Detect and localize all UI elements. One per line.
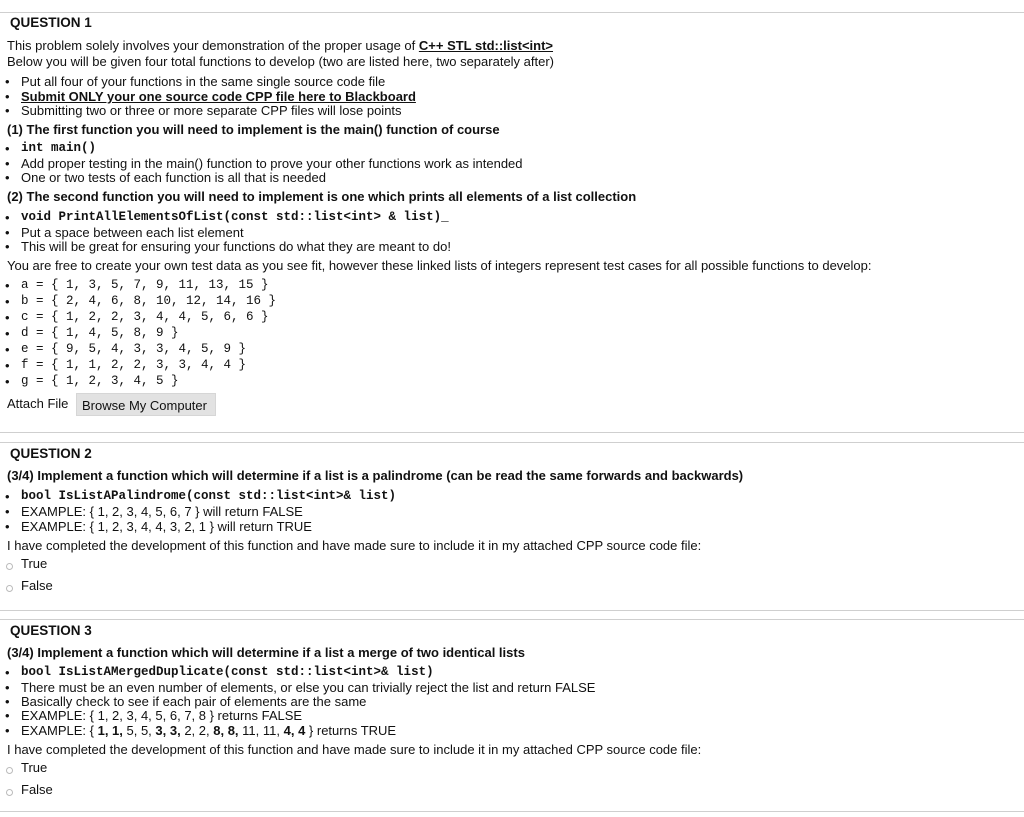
bullet-icon: •	[5, 225, 10, 240]
bullet-icon: •	[5, 665, 10, 680]
q3-title: (3/4) Implement a function which will determine if a list a merge of two identical lists	[7, 645, 525, 660]
bullet-icon: •	[5, 504, 10, 519]
q2-true-label[interactable]: True	[21, 556, 48, 571]
bullet-icon: •	[5, 210, 10, 225]
q3-false-radio[interactable]	[6, 789, 13, 796]
bullet-icon: •	[5, 694, 10, 709]
q2-signature: bool IsListAPalindrome(const std::list<int>& list)	[21, 489, 397, 503]
question-3-top-border	[0, 619, 1024, 620]
bullet-icon: •	[5, 103, 10, 118]
bullet-icon: •	[5, 374, 10, 389]
q2-title: (3/4) Implement a function which will determine if a list is a palindrome (can be read the same forwards and backwards)	[7, 468, 744, 483]
bullet-icon: •	[5, 89, 10, 104]
bullet-icon: •	[5, 310, 10, 325]
question-separator	[0, 610, 1024, 611]
bullet-icon: •	[5, 294, 10, 309]
bullet-icon: •	[5, 708, 10, 723]
func2-title: (2) The second function you will need to implement is one which prints all elements of a list collection	[7, 189, 637, 204]
func1-signature: int main()	[21, 141, 97, 155]
q2-false-radio[interactable]	[6, 585, 13, 592]
bullet-icon: •	[5, 723, 10, 738]
q1-intro-text: This problem solely involves your demonstration of the proper usage of	[7, 38, 419, 53]
question-2-header: QUESTION 2	[10, 446, 92, 461]
func1-title: (1) The first function you will need to implement is the main() function of course	[7, 122, 500, 137]
bullet-icon: •	[5, 489, 10, 504]
question-1-header: QUESTION 1	[10, 15, 92, 30]
bullet-icon: •	[5, 170, 10, 185]
q2-false-label[interactable]: False	[21, 578, 53, 593]
question-3-header: QUESTION 3	[10, 623, 92, 638]
q3-prompt: I have completed the development of this function and have made sure to include it in my attached CPP source code file:	[7, 742, 702, 757]
q3-false-label[interactable]: False	[21, 782, 53, 797]
test-data-intro: You are free to create your own test data as you see fit, however these linked lists of integers represent test cases for all possible functions to develop:	[7, 258, 872, 273]
question-2-top-border	[0, 442, 1024, 443]
q3-true-radio[interactable]	[6, 767, 13, 774]
bullet-icon: •	[5, 156, 10, 171]
q2-true-radio[interactable]	[6, 563, 13, 570]
q1-intro-line-2: Below you will be given four total functions to develop (two are listed here, two separately after)	[7, 54, 555, 69]
question-1-top-border	[0, 12, 1024, 13]
bullet-icon: •	[5, 358, 10, 373]
bullet-icon: •	[5, 74, 10, 89]
bullet-icon: •	[5, 326, 10, 341]
q3-signature: bool IsListAMergedDuplicate(const std::list<int>& list)	[21, 665, 434, 679]
bullet-icon: •	[5, 278, 10, 293]
question-separator	[0, 432, 1024, 433]
attach-file-label: Attach File	[7, 396, 69, 411]
question-3-bottom-border	[0, 811, 1024, 812]
q3-example-true: EXAMPLE: { 1, 1, 5, 5, 3, 3, 2, 2, 8, 8, 11, 11, 4, 4 } returns TRUE	[21, 723, 397, 738]
bullet-icon: •	[5, 342, 10, 357]
func2-signature: void PrintAllElementsOfList(const std::list<int> & list)_	[21, 210, 449, 224]
bullet-icon: •	[5, 519, 10, 534]
cpp-stl-list-link[interactable]: C++ STL std::list<int>	[418, 38, 554, 53]
bullet-icon: •	[5, 239, 10, 254]
q3-true-label[interactable]: True	[21, 760, 48, 775]
browse-my-computer-button[interactable]: Browse My Computer	[76, 393, 216, 416]
bullet-icon: •	[5, 141, 10, 156]
q1-intro-line-1	[7, 38, 553, 53]
q2-prompt: I have completed the development of this function and have made sure to include it in my attached CPP source code file:	[7, 538, 702, 553]
bullet-icon: •	[5, 680, 10, 695]
